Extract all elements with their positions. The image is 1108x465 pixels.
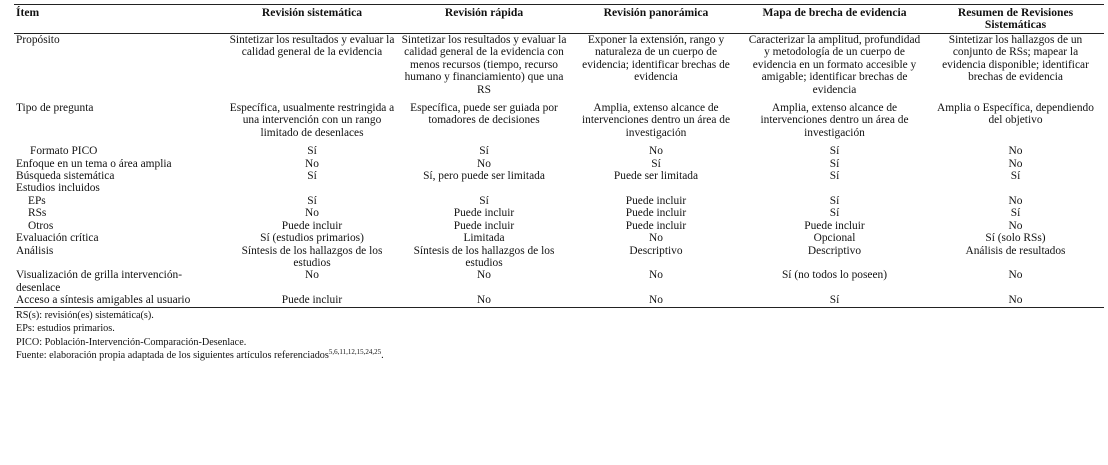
row-label: Acceso a síntesis amigables al usuario [16,294,191,307]
table-notes [14,309,1104,363]
note-source-refs: 5,6,11,12,15,24,25 [328,348,382,357]
cell: Sí [829,170,840,183]
table-row [14,102,1104,145]
cell: Puede ser limitada [613,170,699,183]
table-row [14,207,1104,219]
cell: Amplia o Específica, dependiendo del objetivo [937,102,1094,127]
cell: Sí [829,207,840,220]
cell: Sí [829,294,840,307]
row-label: EPs [28,194,46,207]
note-rs: RS(s): revisión(es) sistemática(s). [16,309,154,321]
cell [742,182,927,194]
cell: Específica, puede ser guiada por tomadores de decisiones [410,102,558,127]
row-label: RSs [28,207,47,220]
cell: Amplia, extenso alcance de intervenciones dentro un área de investigación [760,102,909,139]
cell: Puede incluir [281,294,343,307]
table-row [14,269,1104,294]
cell: Sí [307,170,317,183]
table-row [14,170,1104,182]
table-row [14,232,1104,244]
row-label: Visualización de grilla intervención-desenlace [16,269,182,294]
table-body [14,34,1104,308]
row-label: Búsqueda sistemática [16,170,115,183]
cell [226,182,398,194]
cell: No [1008,145,1023,158]
cell: Limitada [463,232,505,245]
row-label: Formato PICO [30,145,98,158]
row-label: Enfoque en un tema o área amplia [16,157,172,170]
cell [570,182,742,194]
cell: Sí [479,194,489,207]
row-label: Tipo de pregunta [16,102,94,115]
document [14,4,1104,363]
cell: Sí (solo RSs) [985,232,1046,245]
cell: Amplia, extenso alcance de intervenciones dentro un área de investigación [581,102,730,139]
cell: Sí [829,194,840,207]
cell: Puede incluir [453,219,515,232]
cell: No [1008,157,1023,170]
note-source-text: Fuente: elaboración propia adaptada de los siguientes artículos referenciados [16,350,329,362]
note-source [16,349,1104,363]
table-row [14,220,1104,232]
header-revision-panoramica: Revisión panorámica [603,6,709,19]
comparison-table [14,4,1104,308]
table-row [14,294,1104,307]
cell: Puede incluir [804,219,865,232]
cell: No [649,294,663,307]
cell: No [1008,219,1023,232]
row-label: Evaluación crítica [16,232,99,245]
table-row [14,182,1104,194]
cell: No [1008,269,1023,282]
cell: Sí [829,157,840,170]
cell: Sí [479,145,489,158]
cell: Sintetizar los resultados y evaluar la calidad general de la evidencia [229,34,395,59]
cell: No [477,294,491,307]
cell: Descriptivo [629,244,683,257]
cell: Puede incluir [625,219,687,232]
header-revision-rapida: Revisión rápida [444,6,524,19]
cell: Puede incluir [281,219,343,232]
cell: No [1008,294,1023,307]
cell: Síntesis de los hallazgos de los estudios [241,244,383,269]
cell: Descriptivo [807,244,862,257]
note-eps: EPs: estudios primarios. [16,323,115,335]
cell: Opcional [813,232,856,245]
row-label: Análisis [16,244,54,257]
cell: Sí (estudios primarios) [260,232,364,245]
cell: Sí, pero puede ser limitada [423,170,545,183]
cell: No [305,269,319,282]
cell: No [649,269,663,282]
cell: Sí [307,194,317,207]
cell: Sintetizar los resultados y evaluar la calidad general de la evidencia con menos recursos (tiempo, recurso humano y financiamiento) que una RS [401,34,567,96]
cell: Análisis de resultados [965,244,1066,257]
cell: Sí [651,157,661,170]
cell: No [477,157,491,170]
header-mapa-brecha: Mapa de brecha de evidencia [762,6,907,19]
table-row [14,245,1104,270]
note-source-end: . [381,350,384,362]
cell: Exponer la extensión, rango y naturaleza de un cuerpo de evidencia; identificar brechas de evidencia [582,34,730,84]
cell: Sí [829,145,840,158]
row-label: Propósito [16,34,60,46]
cell: Sí [307,145,317,158]
row-label: Otros [28,219,54,232]
table-header [14,5,1104,34]
cell [398,182,570,194]
cell: Puede incluir [625,194,687,207]
cell: Sí (no todos lo poseen) [781,269,888,282]
cell: No [477,269,491,282]
table-row [14,195,1104,207]
cell: Síntesis de los hallazgos de los estudios [413,244,555,269]
table-row [14,34,1104,103]
row-label: Estudios incluidos [16,182,100,195]
cell: Caracterizar la amplitud, profundidad y metodología de un cuerpo de evidencia en un formato accesible y amigable; identificar brechas de evidencia [748,34,921,96]
header-resumen-revisiones: Resumen de Revisiones Sistemáticas [957,6,1074,31]
header-item: Ítem [16,6,40,19]
cell: Sí [1010,207,1021,220]
note-pico: PICO: Población-Intervención-Comparación-Desenlace. [16,336,247,348]
cell: No [1008,194,1023,207]
cell: Sí [1010,170,1021,183]
cell: No [649,145,663,158]
cell: Específica, usualmente restringida a una intervención con un rango limitado de desenlaces [229,102,395,139]
cell: No [305,207,319,220]
cell: No [649,232,663,245]
cell: Sintetizar los hallazgos de un conjunto de RSs; mapear la evidencia disponible; identificar brechas de evidencia [942,34,1089,84]
cell [927,182,1104,194]
cell: No [305,157,319,170]
table-row [14,158,1104,170]
table-row [14,145,1104,157]
cell: Puede incluir [453,207,515,220]
cell: Puede incluir [625,207,687,220]
header-revision-sistematica: Revisión sistemática [261,6,363,19]
